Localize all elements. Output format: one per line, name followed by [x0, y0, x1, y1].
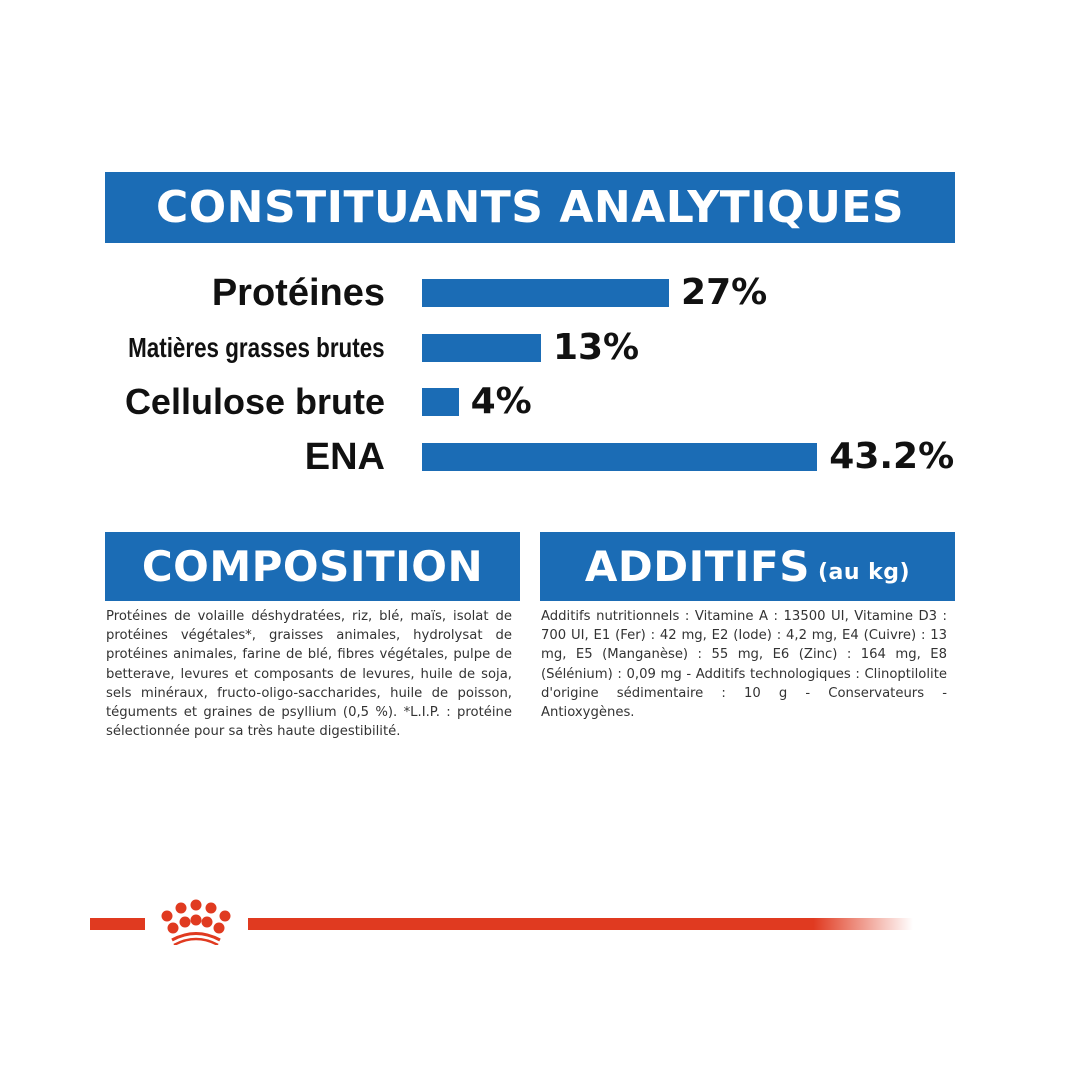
bar-value-label: 27% [681, 272, 768, 313]
composition-text: Protéines de volaille déshydratées, riz, blé, maïs, isolat de protéines végétales*, graisses animales, hydrolysat de protéines animales, farine de blé, fibres végétales, pulpe de betterave, levures et composants de levures, huile de soja, sels minéraux, fructo-oligo-saccharides, huile de poisson, téguments et graines de psyllium (0,5 %). *L.I.P. : protéine sélectionnée pour sa très haute digestibilité. [106, 609, 512, 740]
red-line-left [90, 918, 145, 930]
additifs-subtitle: (au kg) [817, 560, 911, 585]
analytics-header [105, 172, 955, 243]
red-line-right [248, 918, 913, 930]
bar [422, 443, 817, 471]
bar [422, 279, 669, 307]
bar-label: Protéines [211, 272, 385, 314]
additifs-text: Additifs nutritionnels : Vitamine A : 13500 UI, Vitamine D3 : 700 UI, E1 (Fer) : 42 mg, E2 (Iode) : 4,2 mg, E4 (Cuivre) : 13 mg, E5 (Manganèse) : 55 mg, E6 (Zinc) : 164 mg, E8 (Sélénium) : 0,09 mg - Additifs technologiques : Clinoptilolite d'origine sédimentaire : 10 g - Conservateurs - Antioxygènes. [541, 609, 947, 721]
bar [422, 388, 459, 416]
bar-label: Matières grasses brutes [128, 332, 385, 363]
chart-row [0, 382, 1080, 422]
composition-title: COMPOSITION [141, 542, 484, 591]
additifs-header [540, 532, 955, 601]
bar-label: Cellulose brute [124, 381, 385, 422]
bar [422, 334, 541, 362]
bar-value-label: 43.2% [829, 436, 955, 477]
chart-row [0, 273, 1080, 313]
additifs-title: ADDITIFS [584, 542, 810, 591]
chart-row [0, 328, 1080, 368]
crown-logo-icon [150, 895, 242, 945]
bar-label: ENA [304, 436, 385, 478]
analytics-title: CONSTITUANTS ANALYTIQUES [155, 182, 905, 233]
bar-value-label: 13% [552, 327, 640, 368]
composition-header [105, 532, 520, 601]
chart-row [0, 437, 1080, 477]
bar-value-label: 4% [470, 381, 532, 422]
